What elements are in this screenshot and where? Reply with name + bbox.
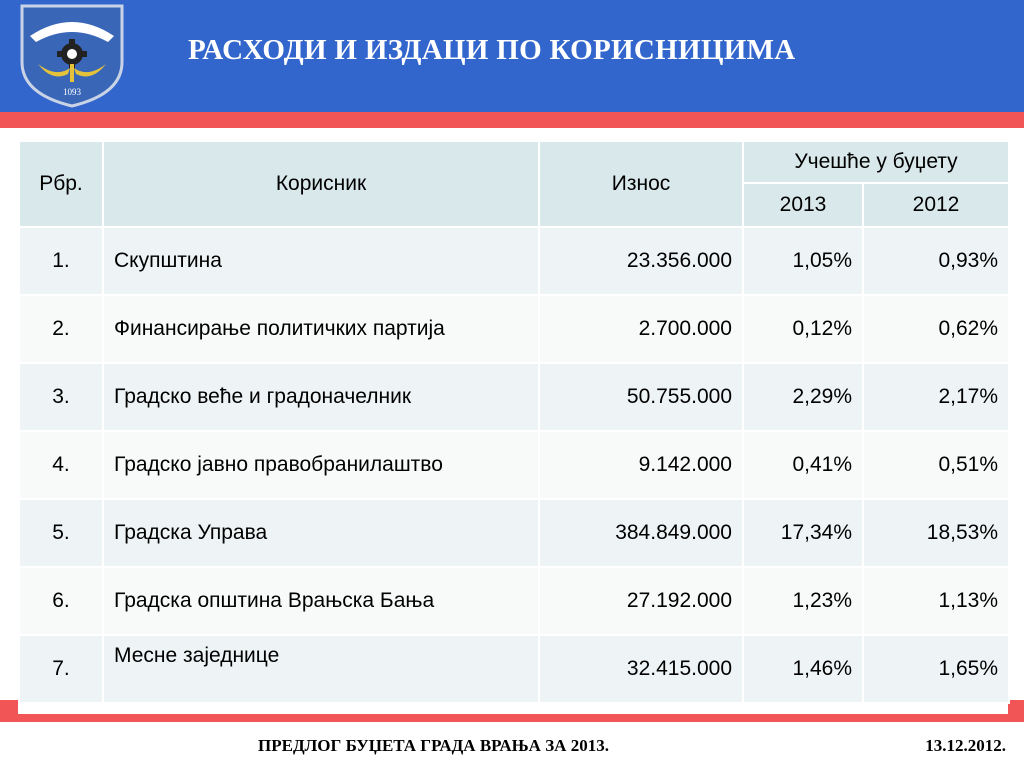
- cell-rbr: 3.: [19, 363, 103, 431]
- cell-korisnik: Градска Управа: [103, 499, 539, 567]
- cell-iznos: 9.142.000: [539, 431, 743, 499]
- cell-korisnik: Градско јавно правобранилаштво: [103, 431, 539, 499]
- header-iznos: Износ: [539, 141, 743, 227]
- cell-rbr: 2.: [19, 295, 103, 363]
- header-year-2013: 2013: [743, 183, 863, 227]
- page-title: РАСХОДИ И ИЗДАЦИ ПО КОРИСНИЦИМА: [188, 34, 796, 66]
- cell-share-2013: 1,46%: [743, 635, 863, 703]
- table-row: [19, 567, 1009, 635]
- cell-rbr: 4.: [19, 431, 103, 499]
- header-rbr: Рбр.: [19, 141, 103, 227]
- cell-share-2012: 0,62%: [863, 295, 1009, 363]
- cell-iznos: 2.700.000: [539, 295, 743, 363]
- cell-share-2012: 1,13%: [863, 567, 1009, 635]
- cell-share-2012: 0,51%: [863, 431, 1009, 499]
- cell-iznos: 50.755.000: [539, 363, 743, 431]
- table-row: [19, 431, 1009, 499]
- cell-korisnik: Месне заједнице: [103, 635, 539, 703]
- svg-text:1093: 1093: [63, 87, 81, 97]
- cell-share-2013: 1,05%: [743, 227, 863, 295]
- header-ucesce: Учешће у буџету: [743, 141, 1009, 183]
- cell-iznos: 384.849.000: [539, 499, 743, 567]
- table-row: [19, 635, 1009, 703]
- cell-rbr: 7.: [19, 635, 103, 703]
- cell-rbr: 1.: [19, 227, 103, 295]
- cell-share-2012: 0,93%: [863, 227, 1009, 295]
- header-year-2012: 2012: [863, 183, 1009, 227]
- cell-rbr: 5.: [19, 499, 103, 567]
- budget-table-container: [18, 140, 1008, 714]
- footer-accent-stripe: [0, 714, 1024, 722]
- cell-share-2013: 1,23%: [743, 567, 863, 635]
- cell-share-2013: 0,41%: [743, 431, 863, 499]
- city-coat-of-arms-icon: [16, 2, 128, 108]
- cell-share-2012: 18,53%: [863, 499, 1009, 567]
- cell-korisnik: Градско веће и градоначелник: [103, 363, 539, 431]
- cell-korisnik: Финансирање политичких партија: [103, 295, 539, 363]
- cell-iznos: 27.192.000: [539, 567, 743, 635]
- table-row: [19, 499, 1009, 567]
- table-row: [19, 227, 1009, 295]
- footer-document-title: ПРЕДЛОГ БУЏЕТА ГРАДА ВРАЊА ЗА 2013.: [258, 736, 609, 755]
- cell-rbr: 6.: [19, 567, 103, 635]
- footer-date: 13.12.2012.: [925, 736, 1006, 755]
- cell-iznos: 23.356.000: [539, 227, 743, 295]
- header-accent-stripe: [0, 112, 1024, 128]
- cell-share-2012: 1,65%: [863, 635, 1009, 703]
- cell-korisnik: Скупштина: [103, 227, 539, 295]
- cell-iznos: 32.415.000: [539, 635, 743, 703]
- budget-table: [18, 140, 1010, 704]
- table-row: [19, 363, 1009, 431]
- table-row: [19, 295, 1009, 363]
- cell-share-2013: 2,29%: [743, 363, 863, 431]
- cell-share-2013: 0,12%: [743, 295, 863, 363]
- header-korisnik: Корисник: [103, 141, 539, 227]
- cell-share-2012: 2,17%: [863, 363, 1009, 431]
- cell-share-2013: 17,34%: [743, 499, 863, 567]
- cell-korisnik: Градска општина Врањска Бања: [103, 567, 539, 635]
